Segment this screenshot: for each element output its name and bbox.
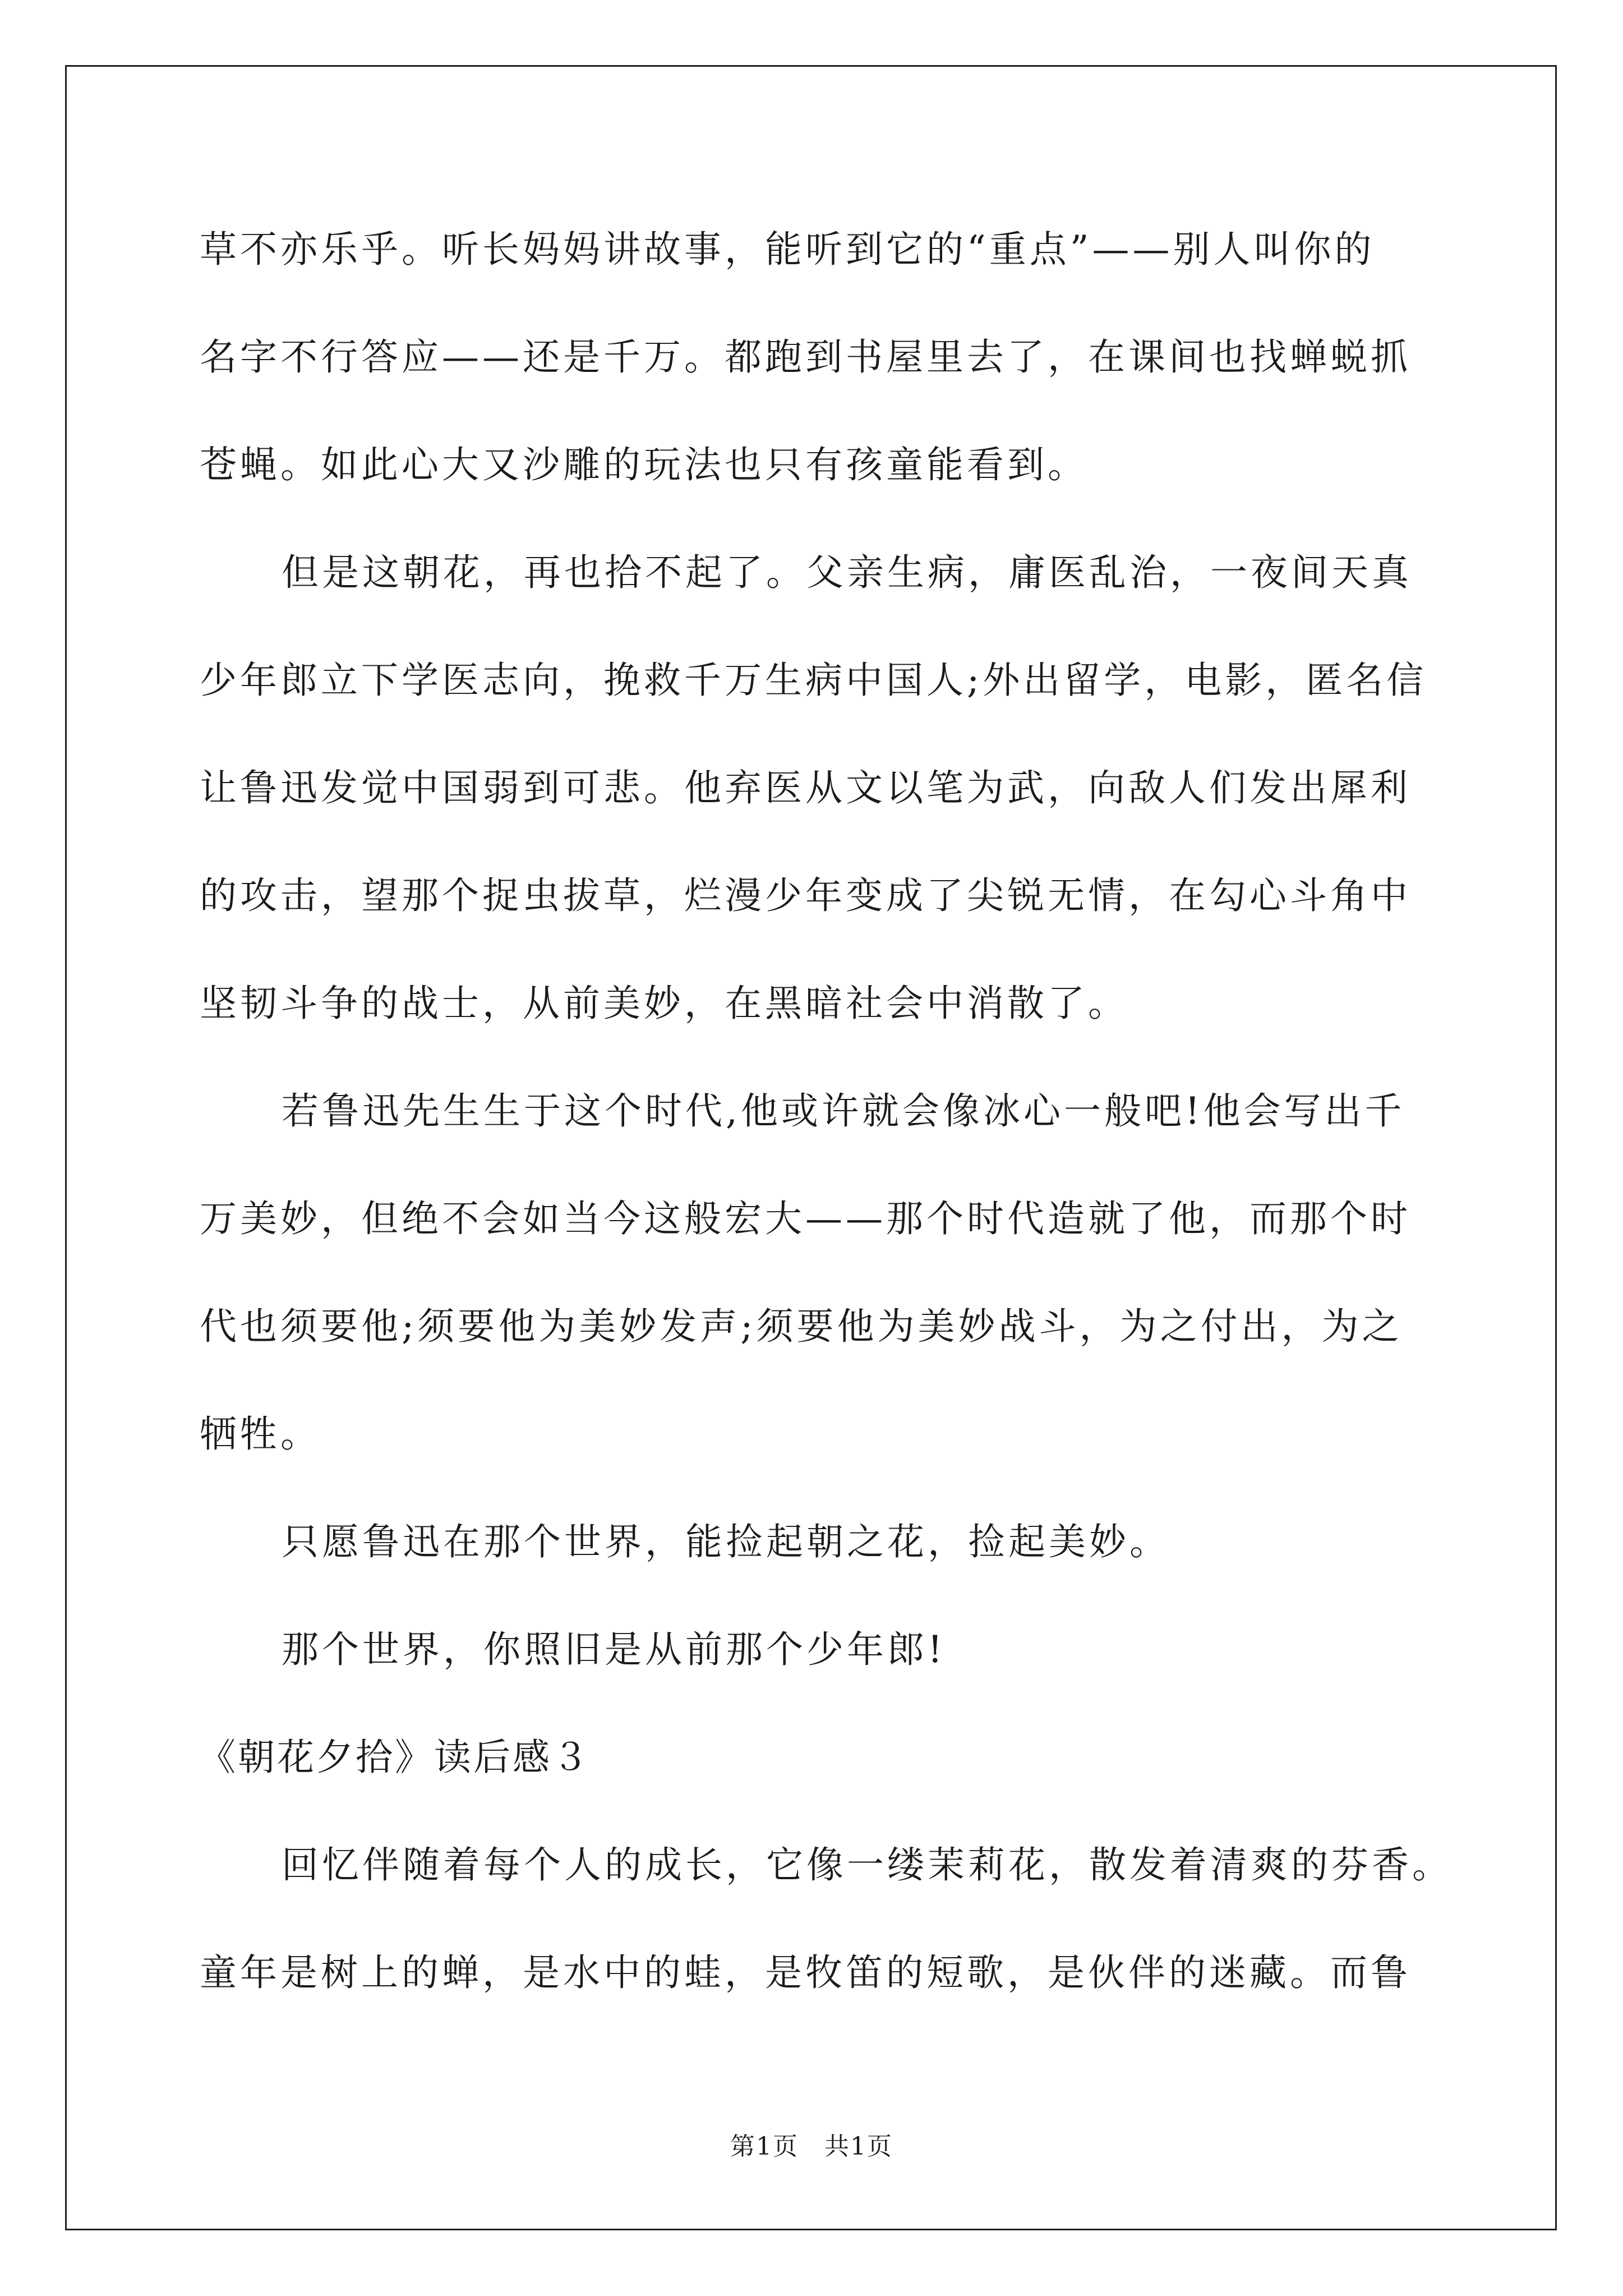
section-heading: 《朝花夕拾》读后感３	[199, 1736, 591, 1779]
document-body	[200, 213, 1478, 2044]
text-line: 回忆伴随着每个人的成长，它像一缕茉莉花，散发着清爽的芬香。	[282, 1843, 1453, 1887]
text-line: 少年郎立下学医志向，挽救千万生病中国人;外出留学，电影，匿名信	[200, 659, 1427, 702]
text-line: 若鲁迅先生生于这个时代,他或许就会像冰心一般吧!他会写出千	[282, 1089, 1405, 1133]
text-line: 坚韧斗争的战士，从前美妙，在黑暗社会中消散了。	[200, 982, 1128, 1025]
text-line: 苍蝇。如此心大又沙雕的玩法也只有孩童能看到。	[200, 443, 1088, 486]
text-line: 让鲁迅发觉中国弱到可悲。他弃医从文以笔为武，向敌人们发出犀利	[200, 766, 1411, 809]
text-line: 但是这朝花，再也拾不起了。父亲生病，庸医乱治，一夜间天真	[282, 551, 1412, 594]
text-line: 名字不行答应——还是千万。都跑到书屋里去了，在课间也找蝉蜕抓	[200, 335, 1411, 379]
page-footer: 第1页 共1页	[730, 2132, 893, 2161]
text-line: 那个世界，你照旧是从前那个少年郎!	[282, 1628, 946, 1671]
text-line: 童年是树上的蝉，是水中的蛙，是牧笛的短歌，是伙伴的迷藏。而鲁	[200, 1951, 1411, 1994]
text-line: 草不亦乐乎。听长妈妈讲故事，能听到它的“重点”——别人叫你的	[200, 228, 1375, 271]
text-line: 牺牲。	[200, 1412, 321, 1456]
text-line: 万美妙，但绝不会如当今这般宏大——那个时代造就了他，而那个时	[200, 1197, 1411, 1240]
text-line: 的攻击，望那个捉虫拔草，烂漫少年变成了尖锐无情，在勾心斗角中	[200, 874, 1411, 917]
text-line: 只愿鲁迅在那个世界，能捡起朝之花，捡起美妙。	[282, 1520, 1170, 1563]
text-line: 代也须要他;须要他为美妙发声;须要他为美妙战斗，为之付出，为之	[200, 1305, 1403, 1348]
